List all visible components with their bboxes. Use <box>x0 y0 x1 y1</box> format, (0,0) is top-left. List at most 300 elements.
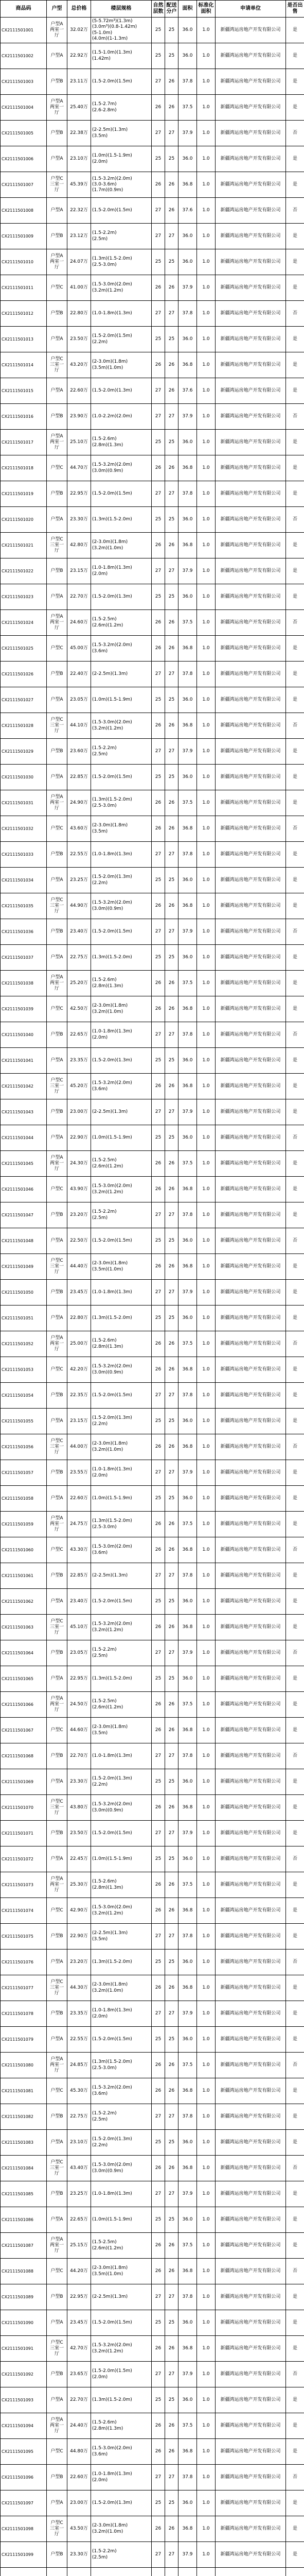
applicant-cell: 新疆鸿运房地产开发有限公司 <box>216 1563 286 1589</box>
area-cell: 36.8 <box>178 1718 197 1743</box>
delivery-cell: 27 <box>165 1743 178 1769</box>
product-code-cell: CX2111501097 <box>1 2490 47 2516</box>
delivery-cell: 26 <box>165 2439 178 2465</box>
delivery-cell <box>165 2568 178 2576</box>
for-sale-cell: 是 <box>286 893 304 919</box>
table-row <box>1 1434 304 1460</box>
std-area-cell: 1.0 <box>197 1074 216 1099</box>
applicant-cell: 新疆鸿运房地产开发有限公司 <box>216 352 286 378</box>
unit-type-cell: 户型A 两室一厅 <box>47 1872 67 1898</box>
area-cell <box>178 2568 197 2576</box>
floor-count-cell: 26 <box>152 816 165 842</box>
std-area-cell: 1.0 <box>197 1924 216 1950</box>
area-cell: 36.0 <box>178 18 197 43</box>
table-row <box>1 945 304 971</box>
spec-cell: (1.5-2.5m) (2.6m)(1.2m) <box>91 2233 152 2259</box>
total-price-cell: 23.10万 <box>67 146 91 172</box>
floor-count-cell: 27 <box>152 2542 165 2568</box>
applicant-cell: 新疆鸿运房地产开发有限公司 <box>216 1022 286 1048</box>
total-price-cell: 22.85万 <box>67 1563 91 1589</box>
total-price-cell: 23.65万 <box>67 2362 91 2387</box>
unit-type-cell: 户型A <box>47 327 67 352</box>
total-price-cell: 23.45万 <box>67 1280 91 1306</box>
total-price-cell: 25.30万 <box>67 1872 91 1898</box>
area-cell: 36.8 <box>178 1615 197 1640</box>
total-price-cell: 22.90万 <box>67 1125 91 1151</box>
total-price-cell: 44.40万 <box>67 1254 91 1280</box>
std-area-cell: 1.0 <box>197 1640 216 1666</box>
product-code-cell: CX2111501074 <box>1 1898 47 1924</box>
product-code-cell: CX2111501002 <box>1 43 47 69</box>
delivery-cell: 26 <box>165 2516 178 2542</box>
area-cell: 36.0 <box>178 2310 197 2336</box>
unit-type-cell: 户型C 三室一厅 <box>47 2336 67 2362</box>
delivery-cell: 26 <box>165 1512 178 1537</box>
spec-cell: (1.5-2.0m)(1.3m) <box>91 378 152 404</box>
floor-count-cell: 26 <box>152 95 165 121</box>
applicant-cell: 新疆鸿运房地产开发有限公司 <box>216 971 286 996</box>
std-area-cell: 1.0 <box>197 1795 216 1821</box>
table-row <box>1 636 304 662</box>
std-area-cell: 1.0 <box>197 919 216 945</box>
for-sale-cell: 否 <box>286 2156 304 2181</box>
applicant-cell: 新疆鸿运房地产开发有限公司 <box>216 662 286 687</box>
spec-cell: (1.0m)(1.5-1.9m) <box>91 687 152 713</box>
std-area-cell: 1.0 <box>197 636 216 662</box>
area-cell: 37.9 <box>178 558 197 584</box>
area-cell: 37.9 <box>178 1280 197 1306</box>
spec-cell: (1.5-3.0m)(2.0m) (3.6m) <box>91 1537 152 1563</box>
header-row <box>1 1 304 18</box>
area-cell: 36.8 <box>178 1975 197 2001</box>
table-row <box>1 1872 304 1898</box>
area-cell: 37.8 <box>178 1924 197 1950</box>
unit-type-cell: 户型A 两室一厅 <box>47 2233 67 2259</box>
for-sale-cell: 是 <box>286 945 304 971</box>
unit-type-cell: 户型A <box>47 1486 67 1512</box>
delivery-cell: 26 <box>165 2413 178 2439</box>
floor-count-cell: 27 <box>152 739 165 765</box>
for-sale-cell: 是 <box>286 996 304 1022</box>
std-area-cell: 1.0 <box>197 352 216 378</box>
area-cell: 37.9 <box>178 919 197 945</box>
delivery-cell: 26 <box>165 2053 178 2078</box>
for-sale-cell: 是 <box>286 739 304 765</box>
total-price-cell: 43.60万 <box>67 816 91 842</box>
table-row <box>1 224 304 249</box>
table-row <box>1 1460 304 1486</box>
header-cell: 是否出售 <box>286 1 304 18</box>
area-cell: 36.0 <box>178 2387 197 2413</box>
table-row <box>1 2490 304 2516</box>
delivery-cell: 27 <box>165 2465 178 2490</box>
table-row <box>1 533 304 558</box>
std-area-cell: 1.0 <box>197 1846 216 1872</box>
std-area-cell: 1.0 <box>197 687 216 713</box>
product-code-cell: CX2111501089 <box>1 2284 47 2310</box>
for-sale-cell: 是 <box>286 2439 304 2465</box>
total-price-cell: 23.15万 <box>67 558 91 584</box>
std-area-cell: 1.0 <box>197 739 216 765</box>
total-price-cell: 43.20万 <box>67 352 91 378</box>
area-cell: 37.5 <box>178 2233 197 2259</box>
product-code-cell: CX2111501056 <box>1 1434 47 1460</box>
total-price-cell: 23.00万 <box>67 2490 91 2516</box>
unit-type-cell: 户型A <box>47 2207 67 2233</box>
applicant-cell: 新疆鸿运房地产开发有限公司 <box>216 893 286 919</box>
total-price-cell: 22.45万 <box>67 1846 91 1872</box>
unit-type-cell: 户型C 三室一厅 <box>47 1615 67 1640</box>
applicant-cell: 新疆鸿运房地产开发有限公司 <box>216 1692 286 1718</box>
for-sale-cell: 是 <box>286 1563 304 1589</box>
applicant-cell: 新疆鸿运房地产开发有限公司 <box>216 1924 286 1950</box>
applicant-cell: 新疆鸿运房地产开发有限公司 <box>216 275 286 301</box>
applicant-cell: 新疆鸿运房地产开发有限公司 <box>216 1434 286 1460</box>
total-price-cell: 23.00万 <box>67 1099 91 1125</box>
for-sale-cell: 否 <box>286 610 304 636</box>
std-area-cell: 1.0 <box>197 1434 216 1460</box>
floor-count-cell: 26 <box>152 2336 165 2362</box>
total-price-cell: 23.30万 <box>67 1769 91 1795</box>
applicant-cell: 新疆鸿运房地产开发有限公司 <box>216 2490 286 2516</box>
floor-count-cell: 27 <box>152 558 165 584</box>
total-price-cell: 44.70万 <box>67 455 91 481</box>
table-row <box>1 1743 304 1769</box>
spec-cell: (1.5-3.2m)(2.0m) (3.0-3.6m) (1.7m)(0.9m) <box>91 172 152 198</box>
product-code-cell: CX2111501008 <box>1 198 47 224</box>
unit-type-cell: 户型C 三室一厅 <box>47 1254 67 1280</box>
product-code-cell: CX2111501075 <box>1 1924 47 1950</box>
table-row <box>1 584 304 610</box>
for-sale-cell: 是 <box>286 2207 304 2233</box>
delivery-cell: 27 <box>165 2181 178 2207</box>
for-sale-cell: 是 <box>286 1099 304 1125</box>
spec-cell: (1.5-3.2m)(2.0m) (3.2m)(1.2m) <box>91 2336 152 2362</box>
total-price-cell: 23.50万 <box>67 1821 91 1846</box>
for-sale-cell: 是 <box>286 1306 304 1331</box>
delivery-cell: 25 <box>165 1228 178 1254</box>
product-code-cell: CX2111501014 <box>1 352 47 378</box>
applicant-cell: 新疆鸿运房地产开发有限公司 <box>216 2001 286 2027</box>
applicant-cell: 新疆鸿运房地产开发有限公司 <box>216 1589 286 1615</box>
delivery-cell: 27 <box>165 121 178 146</box>
spec-cell: (1.5-3.0m)(2.0m) (3.0m)(0.9m) <box>91 2156 152 2181</box>
unit-type-cell: 户型A 两室一厅 <box>47 1151 67 1177</box>
floor-count-cell: 25 <box>152 146 165 172</box>
applicant-cell: 新疆鸿运房地产开发有限公司 <box>216 842 286 868</box>
for-sale-cell: 是 <box>286 1872 304 1898</box>
unit-type-cell: 户型B <box>47 1202 67 1228</box>
applicant-cell: 新疆鸿运房地产开发有限公司 <box>216 121 286 146</box>
floor-count-cell: 26 <box>152 1795 165 1821</box>
table-row <box>1 2001 304 2027</box>
product-code-cell: CX2111501011 <box>1 275 47 301</box>
floor-count-cell: 25 <box>152 1409 165 1434</box>
area-cell: 36.0 <box>178 1306 197 1331</box>
spec-cell: (2-2.5m)(1.3m) (3.5m) <box>91 121 152 146</box>
delivery-cell: 25 <box>165 868 178 893</box>
std-area-cell: 1.0 <box>197 2362 216 2387</box>
unit-type-cell: 户型A <box>47 1125 67 1151</box>
delivery-cell: 27 <box>165 2001 178 2027</box>
area-cell: 37.8 <box>178 1383 197 1409</box>
delivery-cell: 26 <box>165 1537 178 1563</box>
applicant-cell: 新疆鸿运房地产开发有限公司 <box>216 198 286 224</box>
spec-cell: (1.5-3.0m)(2.0m) (3.6m) <box>91 2439 152 2465</box>
unit-type-cell: 户型B <box>47 69 67 95</box>
area-cell: 36.8 <box>178 1357 197 1383</box>
total-price-cell: 43.40万 <box>67 2156 91 2181</box>
std-area-cell: 1.0 <box>197 172 216 198</box>
std-area-cell: 1.0 <box>197 868 216 893</box>
floor-count-cell: 26 <box>152 1434 165 1460</box>
product-code-cell: CX2111501001 <box>1 18 47 43</box>
header-cell: 自然层数 <box>152 1 165 18</box>
for-sale-cell: 否 <box>286 1846 304 1872</box>
unit-type-cell: 户型B <box>47 404 67 430</box>
delivery-cell: 26 <box>165 69 178 95</box>
std-area-cell: 1.0 <box>197 1460 216 1486</box>
table-row <box>1 1228 304 1254</box>
unit-type-cell: 户型B <box>47 2284 67 2310</box>
for-sale-cell: 是 <box>286 172 304 198</box>
delivery-cell: 27 <box>165 842 178 868</box>
for-sale-cell: 是 <box>286 1486 304 1512</box>
area-cell: 37.9 <box>178 1460 197 1486</box>
unit-type-cell: 户型A 两室一厅 <box>47 1331 67 1357</box>
applicant-cell: 新疆鸿运房地产开发有限公司 <box>216 2387 286 2413</box>
applicant-cell: 新疆鸿运房地产开发有限公司 <box>216 1769 286 1795</box>
for-sale-cell: 是 <box>286 69 304 95</box>
floor-count-cell: 27 <box>152 1280 165 1306</box>
area-cell: 36.0 <box>178 2207 197 2233</box>
std-area-cell: 1.0 <box>197 1537 216 1563</box>
floor-count-cell: 26 <box>152 1898 165 1924</box>
applicant-cell: 新疆鸿运房地产开发有限公司 <box>216 69 286 95</box>
for-sale-cell: 是 <box>286 662 304 687</box>
table-row <box>1 2465 304 2490</box>
std-area-cell: 1.0 <box>197 2233 216 2259</box>
product-code-cell: CX2111501050 <box>1 1280 47 1306</box>
applicant-cell: 新疆鸿运房地产开发有限公司 <box>216 1254 286 1280</box>
delivery-cell: 26 <box>165 1151 178 1177</box>
std-area-cell: 1.0 <box>197 69 216 95</box>
total-price-cell: 43.80万 <box>67 1795 91 1821</box>
total-price-cell: 23.30万 <box>67 2542 91 2568</box>
product-code-cell: CX2111501070 <box>1 1795 47 1821</box>
std-area-cell: 1.0 <box>197 1357 216 1383</box>
for-sale-cell: 否 <box>286 301 304 327</box>
total-price-cell: 44.30万 <box>67 1975 91 2001</box>
floor-count-cell: 26 <box>152 1615 165 1640</box>
spec-cell: (1.5-2.6m) (2.8m)(1.3m) <box>91 2413 152 2439</box>
std-area-cell: 1.0 <box>197 1589 216 1615</box>
product-code-cell: CX2111501078 <box>1 2001 47 2027</box>
spec-cell: (1.0-1.8m)(1.3m) (2.0m) <box>91 2465 152 2490</box>
for-sale-cell: 否 <box>286 2053 304 2078</box>
table-row <box>1 249 304 275</box>
delivery-cell: 25 <box>165 1125 178 1151</box>
for-sale-cell: 是 <box>286 1357 304 1383</box>
for-sale-cell: 是 <box>286 43 304 69</box>
table-row <box>1 1975 304 2001</box>
table-row <box>1 1924 304 1950</box>
for-sale-cell: 是 <box>286 1898 304 1924</box>
std-area-cell: 1.0 <box>197 1486 216 1512</box>
spec-cell: (1.5-2.0m)(1.3m) (2.2m) <box>91 1409 152 1434</box>
table-row <box>1 1950 304 1975</box>
area-cell: 36.8 <box>178 893 197 919</box>
area-cell: 36.8 <box>178 1177 197 1202</box>
product-code-cell: CX2111501028 <box>1 713 47 739</box>
unit-type-cell: 户型A <box>47 1846 67 1872</box>
std-area-cell: 1.0 <box>197 2027 216 2053</box>
total-price-cell: 23.15万 <box>67 1409 91 1434</box>
unit-type-cell: 户型A <box>47 1589 67 1615</box>
product-code-cell: CX2111501082 <box>1 2104 47 2130</box>
delivery-cell: 26 <box>165 95 178 121</box>
area-cell: 36.0 <box>178 1950 197 1975</box>
product-code-cell: CX2111501048 <box>1 1228 47 1254</box>
area-cell: 37.5 <box>178 2413 197 2439</box>
unit-type-cell: 户型B <box>47 2181 67 2207</box>
delivery-cell: 27 <box>165 662 178 687</box>
total-price-cell: 25.10万 <box>67 430 91 455</box>
total-price-cell: 25.00万 <box>67 1331 91 1357</box>
floor-count-cell: 25 <box>152 249 165 275</box>
unit-type-cell: 户型A <box>47 43 67 69</box>
floor-count-cell: 25 <box>152 507 165 533</box>
area-cell: 36.8 <box>178 533 197 558</box>
floor-count-cell: 26 <box>152 1718 165 1743</box>
table-row <box>1 481 304 507</box>
applicant-cell: 新疆鸿运房地产开发有限公司 <box>216 2259 286 2284</box>
table-row <box>1 69 304 95</box>
floor-count-cell: 26 <box>152 1975 165 2001</box>
area-cell: 36.8 <box>178 2156 197 2181</box>
product-code-cell: CX2111501035 <box>1 893 47 919</box>
spec-cell: (1.5-3.2m)(2.0m) (3.0m)(0.9m) <box>91 455 152 481</box>
total-price-cell: 24.40万 <box>67 2413 91 2439</box>
applicant-cell: 新疆鸿运房地产开发有限公司 <box>216 1537 286 1563</box>
unit-type-cell: 户型A <box>47 687 67 713</box>
delivery-cell: 27 <box>165 1821 178 1846</box>
table-row <box>1 1099 304 1125</box>
total-price-cell: 24.07万 <box>67 249 91 275</box>
floor-count-cell: 25 <box>152 1228 165 1254</box>
delivery-cell: 25 <box>165 1486 178 1512</box>
delivery-cell: 25 <box>165 2387 178 2413</box>
for-sale-cell: 是 <box>286 1177 304 1202</box>
applicant-cell: 新疆鸿运房地产开发有限公司 <box>216 1280 286 1306</box>
spec-cell: (1.5-1.0m)(1.3m) (1.42m) <box>91 43 152 69</box>
applicant-cell: 新疆鸿运房地产开发有限公司 <box>216 816 286 842</box>
applicant-cell: 新疆鸿运房地产开发有限公司 <box>216 790 286 816</box>
product-code-cell: CX2111501061 <box>1 1563 47 1589</box>
floor-count-cell: 25 <box>152 584 165 610</box>
product-code-cell: CX2111501020 <box>1 507 47 533</box>
area-cell: 36.0 <box>178 2490 197 2516</box>
table-row <box>1 1821 304 1846</box>
unit-type-cell <box>47 2568 67 2576</box>
product-code-cell: CX2111501067 <box>1 1718 47 1743</box>
floor-count-cell: 26 <box>152 996 165 1022</box>
applicant-cell <box>216 2568 286 2576</box>
table-row <box>1 739 304 765</box>
std-area-cell: 1.0 <box>197 2001 216 2027</box>
area-cell: 36.0 <box>178 1125 197 1151</box>
for-sale-cell: 是 <box>286 2413 304 2439</box>
for-sale-cell: 是 <box>286 2284 304 2310</box>
product-code-cell: CX2111501058 <box>1 1486 47 1512</box>
area-cell: 36.0 <box>178 687 197 713</box>
area-cell: 37.9 <box>178 2362 197 2387</box>
product-code-cell: CX2111501043 <box>1 1099 47 1125</box>
unit-type-cell: 户型A <box>47 2387 67 2413</box>
delivery-cell: 25 <box>165 327 178 352</box>
area-cell: 37.5 <box>178 1872 197 1898</box>
area-cell: 36.8 <box>178 1434 197 1460</box>
for-sale-cell: 是 <box>286 2336 304 2362</box>
std-area-cell: 1.0 <box>197 558 216 584</box>
unit-type-cell: 户型A <box>47 1228 67 1254</box>
product-code-cell: CX2111501077 <box>1 1975 47 2001</box>
unit-type-cell: 户型C 三室一厅 <box>47 1434 67 1460</box>
floor-count-cell: 25 <box>152 1486 165 1512</box>
std-area-cell: 1.0 <box>197 2387 216 2413</box>
floor-count-cell: 25 <box>152 687 165 713</box>
floor-count-cell: 26 <box>152 1177 165 1202</box>
delivery-cell: 26 <box>165 2078 178 2104</box>
area-cell: 36.0 <box>178 43 197 69</box>
area-cell: 36.0 <box>178 2130 197 2156</box>
product-code-cell: CX2111501068 <box>1 1743 47 1769</box>
std-area-cell: 1.0 <box>197 1022 216 1048</box>
for-sale-cell: 否 <box>286 1331 304 1357</box>
product-code-cell: CX2111501019 <box>1 481 47 507</box>
floor-count-cell: 25 <box>152 765 165 790</box>
table-row <box>1 2027 304 2053</box>
spec-cell: (1.3m)(1.5-2.0m) (2.5-3.0m) <box>91 249 152 275</box>
area-cell: 37.8 <box>178 1563 197 1589</box>
delivery-cell: 26 <box>165 1357 178 1383</box>
for-sale-cell: 是 <box>286 481 304 507</box>
std-area-cell: 1.0 <box>197 2336 216 2362</box>
delivery-cell: 26 <box>165 1975 178 2001</box>
delivery-cell: 27 <box>165 1022 178 1048</box>
table-row <box>1 95 304 121</box>
table-row <box>1 352 304 378</box>
std-area-cell: 1.0 <box>197 1383 216 1409</box>
total-price-cell: 43.50万 <box>67 2516 91 2542</box>
unit-type-cell: 户型B <box>47 1460 67 1486</box>
total-price-cell: 44.10万 <box>67 713 91 739</box>
spec-cell: (1.5-3.2m)(2.0m) (3.6m) <box>91 2078 152 2104</box>
total-price-cell: 23.11万 <box>67 69 91 95</box>
delivery-cell: 27 <box>165 404 178 430</box>
spec-cell: (2-3.0m)(1.8m) (3.5m)(1.0m) <box>91 352 152 378</box>
unit-type-cell: 户型C 三室一厅 <box>47 2156 67 2181</box>
std-area-cell: 1.0 <box>197 1563 216 1589</box>
delivery-cell: 25 <box>165 945 178 971</box>
product-code-cell: CX2111501040 <box>1 1022 47 1048</box>
floor-count-cell: 25 <box>152 1306 165 1331</box>
unit-type-cell: 户型B <box>47 1743 67 1769</box>
delivery-cell: 27 <box>165 2284 178 2310</box>
std-area-cell: 1.0 <box>197 2465 216 2490</box>
product-code-cell: CX2111501006 <box>1 146 47 172</box>
table-row <box>1 1563 304 1589</box>
